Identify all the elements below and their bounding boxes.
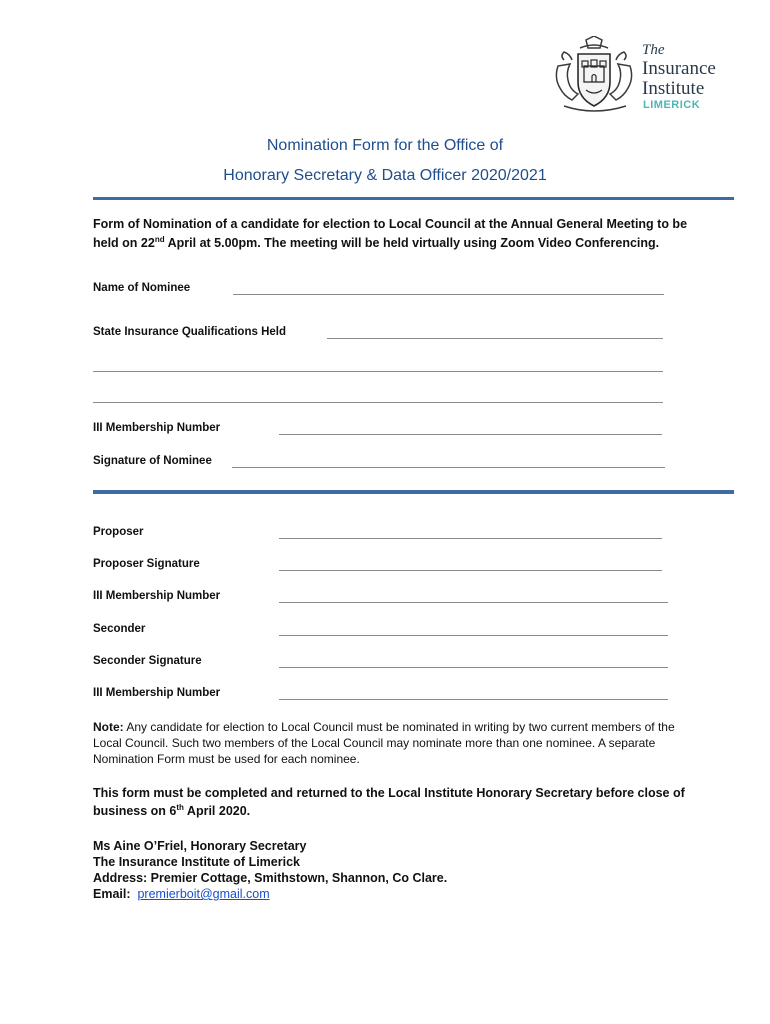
seconder-label: Seconder <box>93 623 146 635</box>
seconder-signature-label: Seconder Signature <box>93 655 202 667</box>
qualifications-label: State Insurance Qualifications Held <box>93 326 286 338</box>
note-paragraph: Note: Any candidate for election to Local Council must be nominated in writing by two current members of the Local Council. Such two members of the Local Council may nominate more than one nominee. A separate Nomination Form must be used for each nominee. <box>93 720 675 766</box>
note-label: Note: <box>93 720 124 734</box>
proposer-signature-label: Proposer Signature <box>93 558 200 570</box>
seconder-signature-field[interactable] <box>279 667 668 668</box>
proposer-membership-label: III Membership Number <box>93 590 221 602</box>
contact-email-row <box>93 886 693 902</box>
completion-instructions: This form must be completed and returned to the Local Institute Honorary Secretary before close of business on 6th April 2020. <box>93 786 685 818</box>
proposer-field[interactable] <box>279 538 662 539</box>
contact-address: Address: Premier Cottage, Smithstown, Shannon, Co Clare. <box>93 871 448 885</box>
proposer-label: Proposer <box>93 526 144 538</box>
section-divider <box>93 197 734 200</box>
nominee-membership-field[interactable] <box>279 434 662 435</box>
email-label: Email: <box>93 887 131 901</box>
qualifications-field[interactable] <box>327 338 663 339</box>
qualifications-field-line2[interactable] <box>93 371 663 372</box>
crest-icon <box>550 36 640 116</box>
form-title-line2: Honorary Secretary & Data Officer 2020/2021 <box>223 167 547 184</box>
brand-name-line2: Institute <box>642 78 705 99</box>
section-divider-2 <box>93 490 734 494</box>
brand-the: The <box>642 42 665 58</box>
brand-city: LIMERICK <box>643 99 701 111</box>
nominee-signature-label: Signature of Nominee <box>93 455 212 467</box>
brand-name-line1: Insurance <box>642 58 716 79</box>
intro-paragraph: Form of Nomination of a candidate for election to Local Council at the Annual General Meeting to be held on 22nd April at 5.00pm. The meeting will be held virtually using Zoom Video Conferencing. <box>93 217 688 250</box>
nominee-name-label: Name of Nominee <box>93 282 191 294</box>
seconder-membership-label: III Membership Number <box>93 687 221 699</box>
nominee-signature-field[interactable] <box>232 467 665 468</box>
email-link[interactable]: premierboit@gmail.com <box>137 887 270 901</box>
seconder-field[interactable] <box>279 635 668 636</box>
contact-block <box>93 838 693 902</box>
qualifications-field-line3[interactable] <box>93 402 663 403</box>
contact-org: The Insurance Institute of Limerick <box>93 855 300 869</box>
proposer-signature-field[interactable] <box>279 570 662 571</box>
contact-name: Ms Aine O’Friel, Honorary Secretary <box>93 839 307 853</box>
nominee-name-field[interactable] <box>233 294 664 295</box>
nominee-membership-label: III Membership Number <box>93 422 221 434</box>
form-title-line1: Nomination Form for the Office of <box>266 137 504 154</box>
seconder-membership-field[interactable] <box>279 699 668 700</box>
proposer-membership-field[interactable] <box>279 602 668 603</box>
